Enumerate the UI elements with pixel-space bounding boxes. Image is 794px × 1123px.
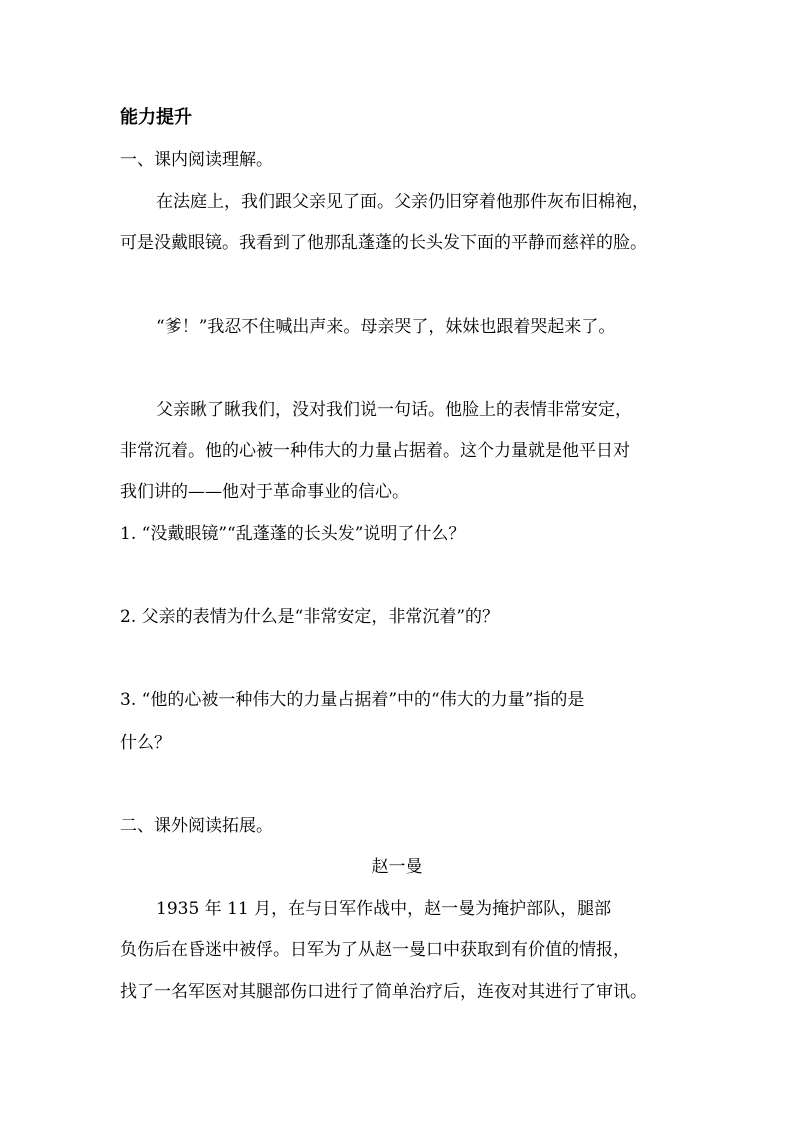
part1-heading: 一、课内阅读理解。 [120,150,273,170]
passage-line: 父亲瞅了瞅我们，没对我们说一句话。他脸上的表情非常安定， [156,400,632,420]
passage-line: 在法庭上，我们跟父亲见了面。父亲仍旧穿着他那件灰布旧棉袍， [156,192,649,212]
part2-heading: 二、课外阅读拓展。 [120,816,273,836]
question-line: 什么？ [120,733,171,753]
question-2: 2. 父亲的表情为什么是“非常安定，非常沉着”的？ [120,607,500,627]
question-line: 3. “他的心被一种伟大的力量占据着”中的“伟大的力量”指的是 [120,690,585,710]
article-line: 找了一名军医对其腿部伤口进行了简单治疗后，连夜对其进行了审讯。 [120,982,647,1002]
passage-line: 非常沉着。他的心被一种伟大的力量占据着。这个力量就是他平日对 [120,441,630,461]
passage-line: 我们讲的——他对于革命事业的信心。 [120,482,409,502]
question-1: 1. “没戴眼镜”“乱蓬蓬的长头发”说明了什么？ [120,524,466,544]
article-title: 赵一曼 [371,857,423,877]
article-line: 1935 年 11 月，在与日军作战中，赵一曼为掩护部队，腿部 [156,899,612,919]
section-title: 能力提升 [120,107,192,128]
passage-line: 可是没戴眼镜。我看到了他那乱蓬蓬的长头发下面的平静而慈祥的脸。 [120,233,647,253]
passage-line: “爹！”我忍不住喊出声来。母亲哭了，妹妹也跟着哭起来了。 [156,317,616,337]
article-line: 负伤后在昏迷中被俘。日军为了从赵一曼口中获取到有价值的情报， [120,940,630,960]
